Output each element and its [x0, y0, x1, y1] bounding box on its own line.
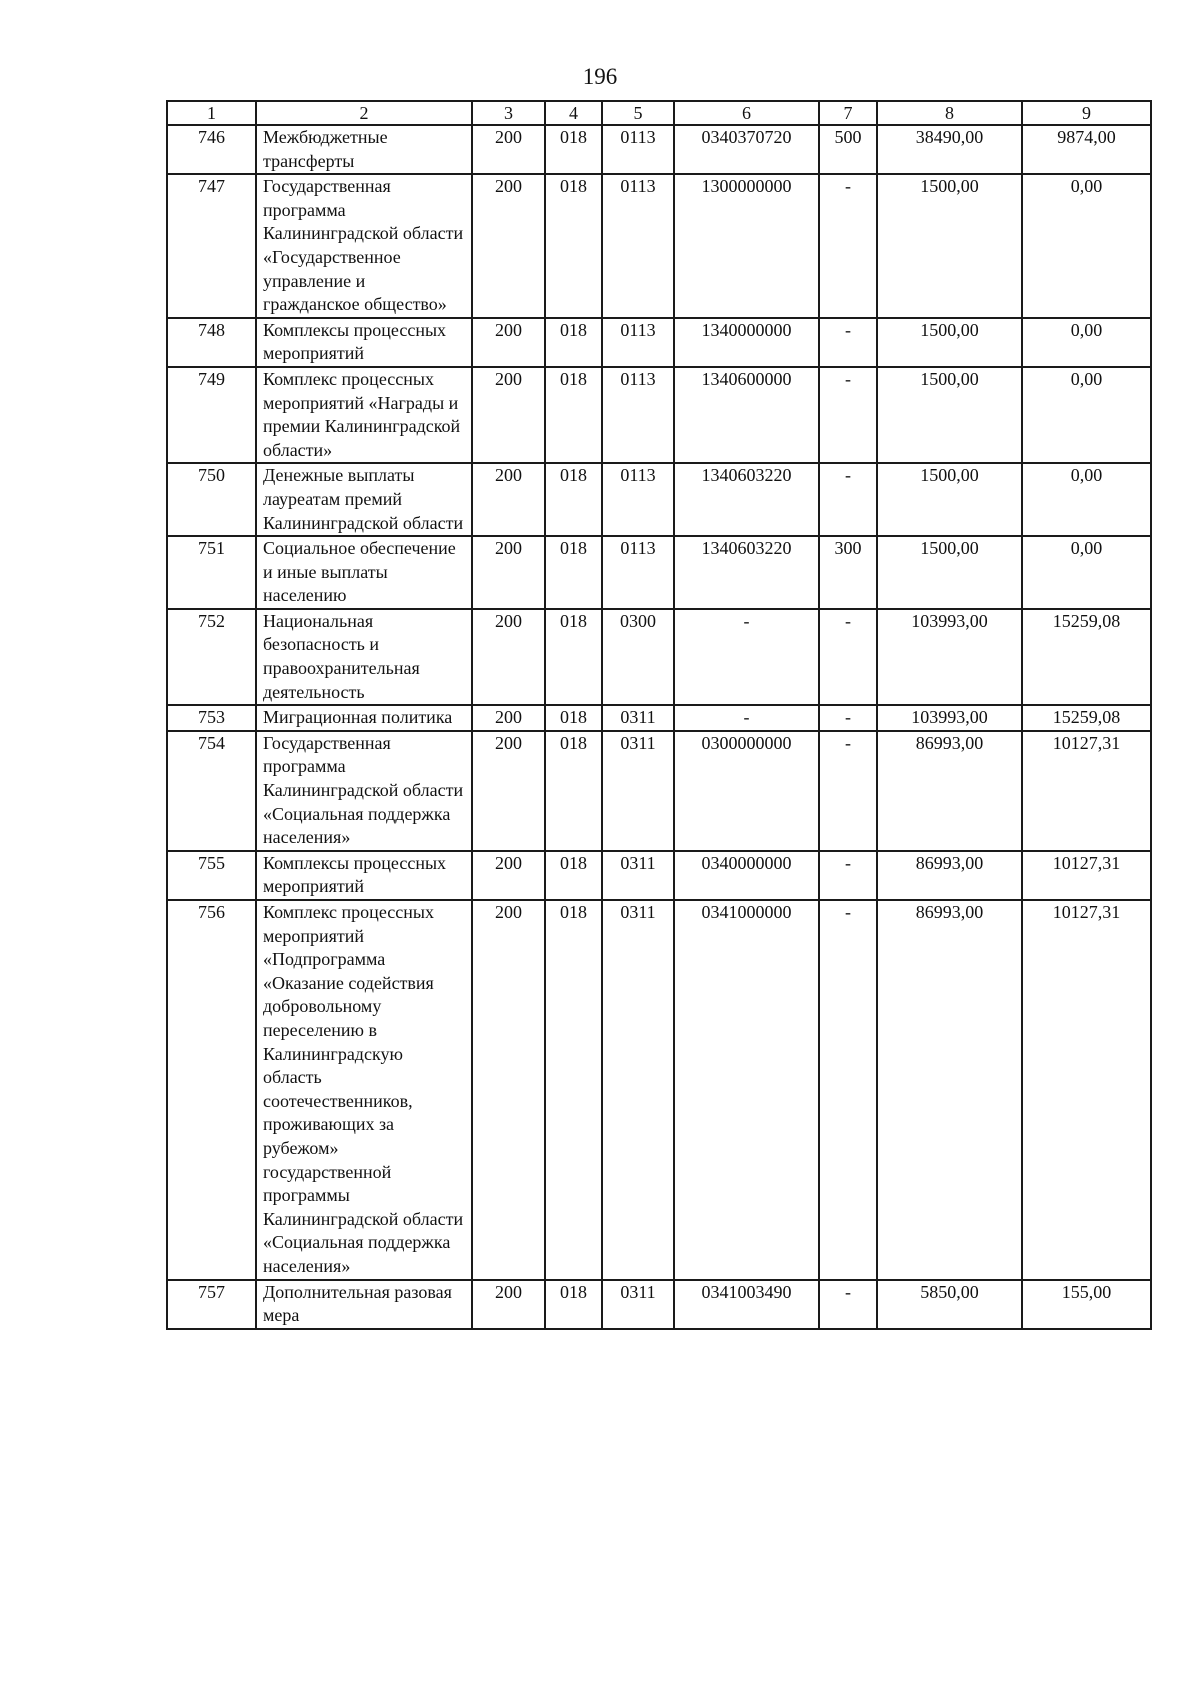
cell-col-5: 0113: [602, 174, 674, 318]
cell-col-6: 1340603220: [674, 536, 819, 609]
cell-col-5: 0311: [602, 1280, 674, 1329]
cell-col-4: 018: [545, 731, 602, 851]
row-number: 753: [167, 705, 256, 731]
column-header-9: 9: [1022, 101, 1151, 125]
cell-col-3: 200: [472, 174, 545, 318]
cell-col-9: 10127,31: [1022, 900, 1151, 1280]
cell-col-6: 0340000000: [674, 851, 819, 900]
column-header-5: 5: [602, 101, 674, 125]
row-number: 749: [167, 367, 256, 463]
cell-col-9: 0,00: [1022, 536, 1151, 609]
column-header-2: 2: [256, 101, 472, 125]
row-name: Дополнительная разовая мера: [256, 1280, 472, 1329]
cell-col-4: 018: [545, 174, 602, 318]
cell-col-6: 1300000000: [674, 174, 819, 318]
row-name: Денежные выплаты лауреатам премий Калининградской области: [256, 463, 472, 536]
cell-col-5: 0311: [602, 731, 674, 851]
table-row: [167, 318, 1151, 367]
cell-col-6: 0341003490: [674, 1280, 819, 1329]
table-row: [167, 731, 1151, 851]
row-number: 757: [167, 1280, 256, 1329]
cell-col-3: 200: [472, 318, 545, 367]
table-row: [167, 705, 1151, 731]
cell-col-5: 0113: [602, 367, 674, 463]
column-header-row: [167, 101, 1151, 125]
row-name: Комплексы процессных мероприятий: [256, 318, 472, 367]
row-name: Миграционная политика: [256, 705, 472, 731]
column-header-1: 1: [167, 101, 256, 125]
row-number: 754: [167, 731, 256, 851]
cell-col-4: 018: [545, 318, 602, 367]
cell-col-4: 018: [545, 536, 602, 609]
cell-col-9: 15259,08: [1022, 705, 1151, 731]
row-number: 750: [167, 463, 256, 536]
cell-col-3: 200: [472, 1280, 545, 1329]
cell-col-7: -: [819, 609, 877, 705]
cell-col-4: 018: [545, 705, 602, 731]
cell-col-7: -: [819, 463, 877, 536]
cell-col-8: 1500,00: [877, 318, 1022, 367]
table-row: [167, 367, 1151, 463]
cell-col-3: 200: [472, 609, 545, 705]
cell-col-8: 86993,00: [877, 900, 1022, 1280]
row-name: Государственная программа Калининградской области «Государственное управление и гражданское общество»: [256, 174, 472, 318]
row-name: Государственная программа Калининградской области «Социальная поддержка населения»: [256, 731, 472, 851]
row-number: 746: [167, 125, 256, 174]
cell-col-5: 0113: [602, 536, 674, 609]
page-number: 196: [582, 64, 618, 89]
cell-col-7: 500: [819, 125, 877, 174]
cell-col-8: 103993,00: [877, 609, 1022, 705]
column-header-7: 7: [819, 101, 877, 125]
table-row: [167, 125, 1151, 174]
cell-col-9: 0,00: [1022, 318, 1151, 367]
cell-col-6: 0341000000: [674, 900, 819, 1280]
cell-col-8: 1500,00: [877, 536, 1022, 609]
cell-col-3: 200: [472, 125, 545, 174]
cell-col-6: -: [674, 705, 819, 731]
cell-col-7: -: [819, 851, 877, 900]
column-header-8: 8: [877, 101, 1022, 125]
budget-table: [166, 100, 1152, 1330]
row-name: Социальное обеспечение и иные выплаты населению: [256, 536, 472, 609]
cell-col-9: 15259,08: [1022, 609, 1151, 705]
row-number: 747: [167, 174, 256, 318]
cell-col-3: 200: [472, 536, 545, 609]
cell-col-4: 018: [545, 609, 602, 705]
cell-col-9: 0,00: [1022, 174, 1151, 318]
cell-col-7: -: [819, 318, 877, 367]
cell-col-5: 0311: [602, 851, 674, 900]
cell-col-8: 1500,00: [877, 463, 1022, 536]
cell-col-3: 200: [472, 900, 545, 1280]
cell-col-6: 0340370720: [674, 125, 819, 174]
cell-col-7: -: [819, 900, 877, 1280]
cell-col-8: 1500,00: [877, 174, 1022, 318]
row-number: 748: [167, 318, 256, 367]
cell-col-5: 0113: [602, 318, 674, 367]
row-number: 751: [167, 536, 256, 609]
cell-col-9: 10127,31: [1022, 851, 1151, 900]
cell-col-6: 1340600000: [674, 367, 819, 463]
table-row: [167, 1280, 1151, 1329]
cell-col-8: 86993,00: [877, 731, 1022, 851]
column-header-6: 6: [674, 101, 819, 125]
cell-col-7: -: [819, 1280, 877, 1329]
cell-col-5: 0113: [602, 125, 674, 174]
cell-col-9: 0,00: [1022, 367, 1151, 463]
table-row: [167, 463, 1151, 536]
column-header-3: 3: [472, 101, 545, 125]
cell-col-7: 300: [819, 536, 877, 609]
cell-col-4: 018: [545, 1280, 602, 1329]
table-row: [167, 851, 1151, 900]
table-row: [167, 609, 1151, 705]
cell-col-3: 200: [472, 851, 545, 900]
row-number: 756: [167, 900, 256, 1280]
cell-col-3: 200: [472, 705, 545, 731]
cell-col-8: 5850,00: [877, 1280, 1022, 1329]
cell-col-8: 1500,00: [877, 367, 1022, 463]
cell-col-3: 200: [472, 463, 545, 536]
cell-col-4: 018: [545, 125, 602, 174]
row-name: Комплексы процессных мероприятий: [256, 851, 472, 900]
cell-col-3: 200: [472, 367, 545, 463]
cell-col-5: 0113: [602, 463, 674, 536]
cell-col-9: 155,00: [1022, 1280, 1151, 1329]
cell-col-8: 103993,00: [877, 705, 1022, 731]
column-header-4: 4: [545, 101, 602, 125]
cell-col-6: 1340000000: [674, 318, 819, 367]
cell-col-5: 0300: [602, 609, 674, 705]
cell-col-7: -: [819, 731, 877, 851]
cell-col-5: 0311: [602, 900, 674, 1280]
row-name: Комплекс процессных мероприятий «Подпрограмма «Оказание содействия добровольному переселению в Калининградскую область соотечественников, проживающих за рубежом» государственной программы Калининградской области «Социальная поддержка населения»: [256, 900, 472, 1280]
cell-col-9: 9874,00: [1022, 125, 1151, 174]
row-number: 755: [167, 851, 256, 900]
cell-col-9: 0,00: [1022, 463, 1151, 536]
cell-col-6: 1340603220: [674, 463, 819, 536]
cell-col-4: 018: [545, 851, 602, 900]
cell-col-7: -: [819, 174, 877, 318]
cell-col-7: -: [819, 705, 877, 731]
cell-col-9: 10127,31: [1022, 731, 1151, 851]
table-row: [167, 536, 1151, 609]
cell-col-6: -: [674, 609, 819, 705]
cell-col-4: 018: [545, 463, 602, 536]
cell-col-7: -: [819, 367, 877, 463]
cell-col-5: 0311: [602, 705, 674, 731]
cell-col-6: 0300000000: [674, 731, 819, 851]
cell-col-3: 200: [472, 731, 545, 851]
row-name: Национальная безопасность и правоохранительная деятельность: [256, 609, 472, 705]
cell-col-8: 38490,00: [877, 125, 1022, 174]
table-row: [167, 174, 1151, 318]
cell-col-4: 018: [545, 367, 602, 463]
row-name: Комплекс процессных мероприятий «Награды и премии Калининградской области»: [256, 367, 472, 463]
table-row: [167, 900, 1151, 1280]
row-name: Межбюджетные трансферты: [256, 125, 472, 174]
cell-col-8: 86993,00: [877, 851, 1022, 900]
row-number: 752: [167, 609, 256, 705]
cell-col-4: 018: [545, 900, 602, 1280]
